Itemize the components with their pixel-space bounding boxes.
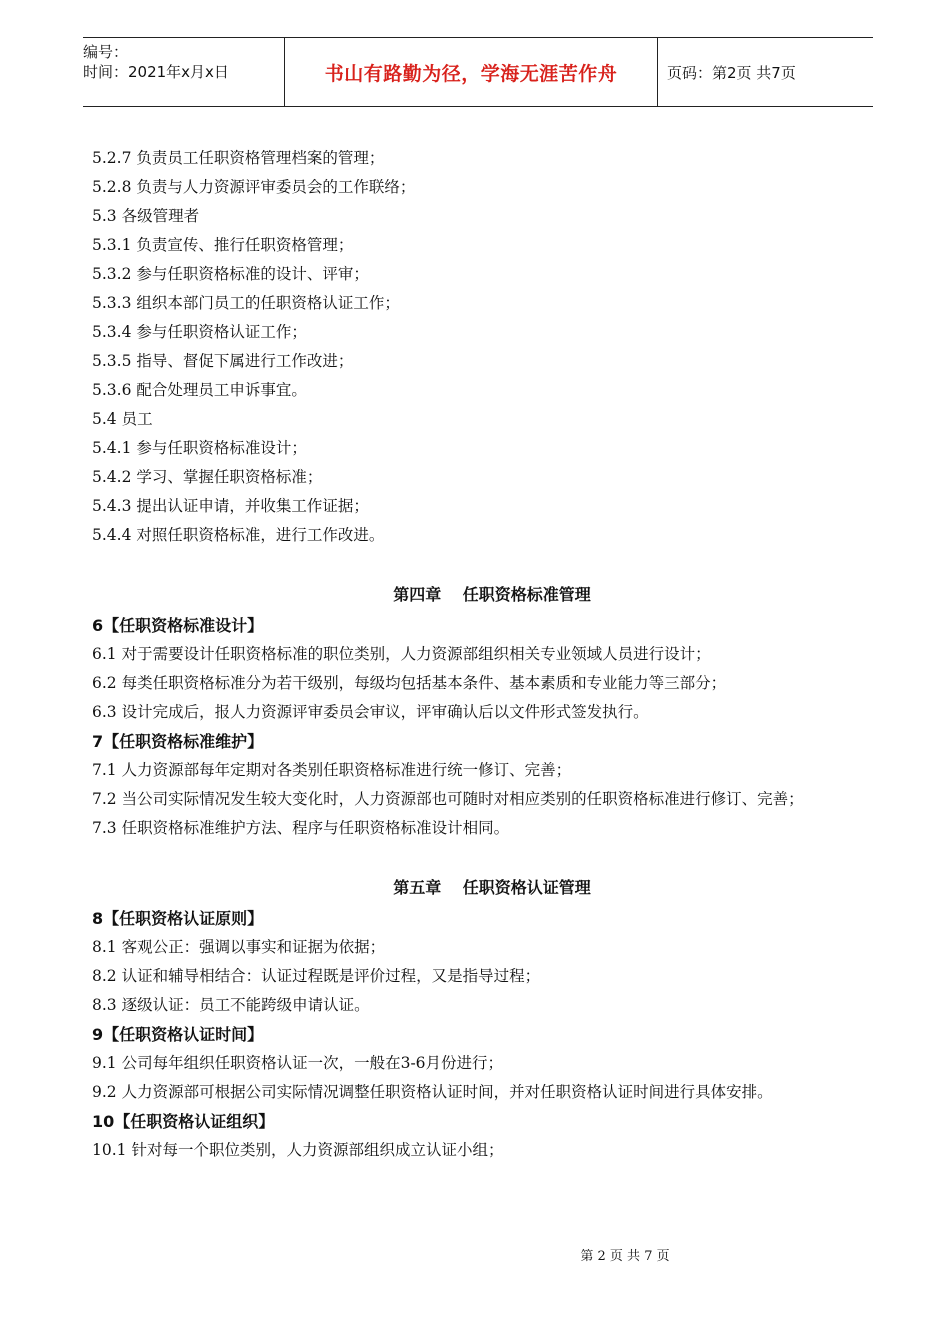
chapter-heading: 第五章 任职资格认证管理	[393, 878, 591, 897]
page-info: 页码：第2页 共7页	[667, 63, 796, 82]
section-heading: 9【任职资格认证时间】	[92, 1025, 264, 1044]
section-heading: 6【任职资格标准设计】	[92, 616, 264, 635]
page-footer	[0, 1245, 950, 1264]
list-item: 5.2.8 负责与人力资源评审委员会的工作联络；	[92, 178, 416, 196]
list-item: 5.3 各级管理者	[92, 207, 200, 225]
paragraph: 10.1 针对每一个职位类别，人力资源部组织成立认证小组；	[92, 1141, 504, 1159]
list-item: 5.3.4 参与任职资格认证工作；	[92, 323, 307, 341]
footer-page-number: 第 2 页 共 7 页	[580, 1249, 670, 1264]
list-item: 5.3.1 负责宣传、推行任职资格管理；	[92, 236, 354, 254]
list-item: 5.4 员工	[92, 410, 153, 428]
paragraph: 9.1 公司每年组织任职资格认证一次，一般在3-6月份进行；	[92, 1054, 504, 1072]
paragraph: 6.2 每类任职资格标准分为若干级别，每级均包括基本条件、基本素质和专业能力等三部分；	[92, 674, 727, 692]
list-item: 5.3.6 配合处理员工申诉事宜。	[92, 381, 307, 399]
list-item: 5.3.5 指导、督促下属进行工作改进；	[92, 352, 354, 370]
paragraph: 6.1 对于需要设计任职资格标准的职位类别，人力资源部组织相关专业领域人员进行设计；	[92, 645, 711, 663]
section-heading: 10【任职资格认证组织】	[92, 1112, 275, 1131]
header-page-info	[667, 38, 873, 106]
motto: 书山有路勤为径，学海无涯苦作舟	[324, 62, 618, 85]
section-heading: 7【任职资格标准维护】	[92, 732, 264, 751]
paragraph: 8.3 逐级认证：员工不能跨级申请认证。	[92, 996, 370, 1014]
paragraph: 9.2 人力资源部可根据公司实际情况调整任职资格认证时间，并对任职资格认证时间进行具体安排。	[92, 1083, 773, 1101]
list-item: 5.4.4 对照任职资格标准，进行工作改进。	[92, 526, 385, 544]
paragraph: 8.2 认证和辅导相结合：认证过程既是评价过程，又是指导过程；	[92, 967, 541, 985]
document-body	[92, 144, 872, 1165]
paragraph: 7.3 任职资格标准维护方法、程序与任职资格标准设计相同。	[92, 819, 510, 837]
paragraph: 6.3 设计完成后，报人力资源评审委员会审议，评审确认后以文件形式签发执行。	[92, 703, 649, 721]
paragraph: 8.1 客观公正：强调以事实和证据为依据；	[92, 938, 386, 956]
chapter-heading: 第四章 任职资格标准管理	[393, 585, 591, 604]
time-label: 时间：2021年x月x日	[83, 63, 229, 81]
list-item: 5.4.3 提出认证申请，并收集工作证据；	[92, 497, 369, 515]
header-meta	[83, 38, 283, 110]
list-item: 5.3.3 组织本部门员工的任职资格认证工作；	[92, 294, 400, 312]
header-motto-cell	[284, 38, 658, 106]
number-label: 编号：	[83, 43, 129, 61]
page-header	[83, 37, 873, 107]
list-item: 5.4.1 参与任职资格标准设计；	[92, 439, 307, 457]
list-item: 5.3.2 参与任职资格标准的设计、评审；	[92, 265, 369, 283]
list-item: 5.4.2 学习、掌握任职资格标准；	[92, 468, 323, 486]
paragraph: 7.2 当公司实际情况发生较大变化时，人力资源部也可随时对相应类别的任职资格标准进行修订、完善；	[92, 790, 804, 808]
section-heading: 8【任职资格认证原则】	[92, 909, 264, 928]
paragraph: 7.1 人力资源部每年定期对各类别任职资格标准进行统一修订、完善；	[92, 761, 572, 779]
list-item: 5.2.7 负责员工任职资格管理档案的管理；	[92, 149, 385, 167]
